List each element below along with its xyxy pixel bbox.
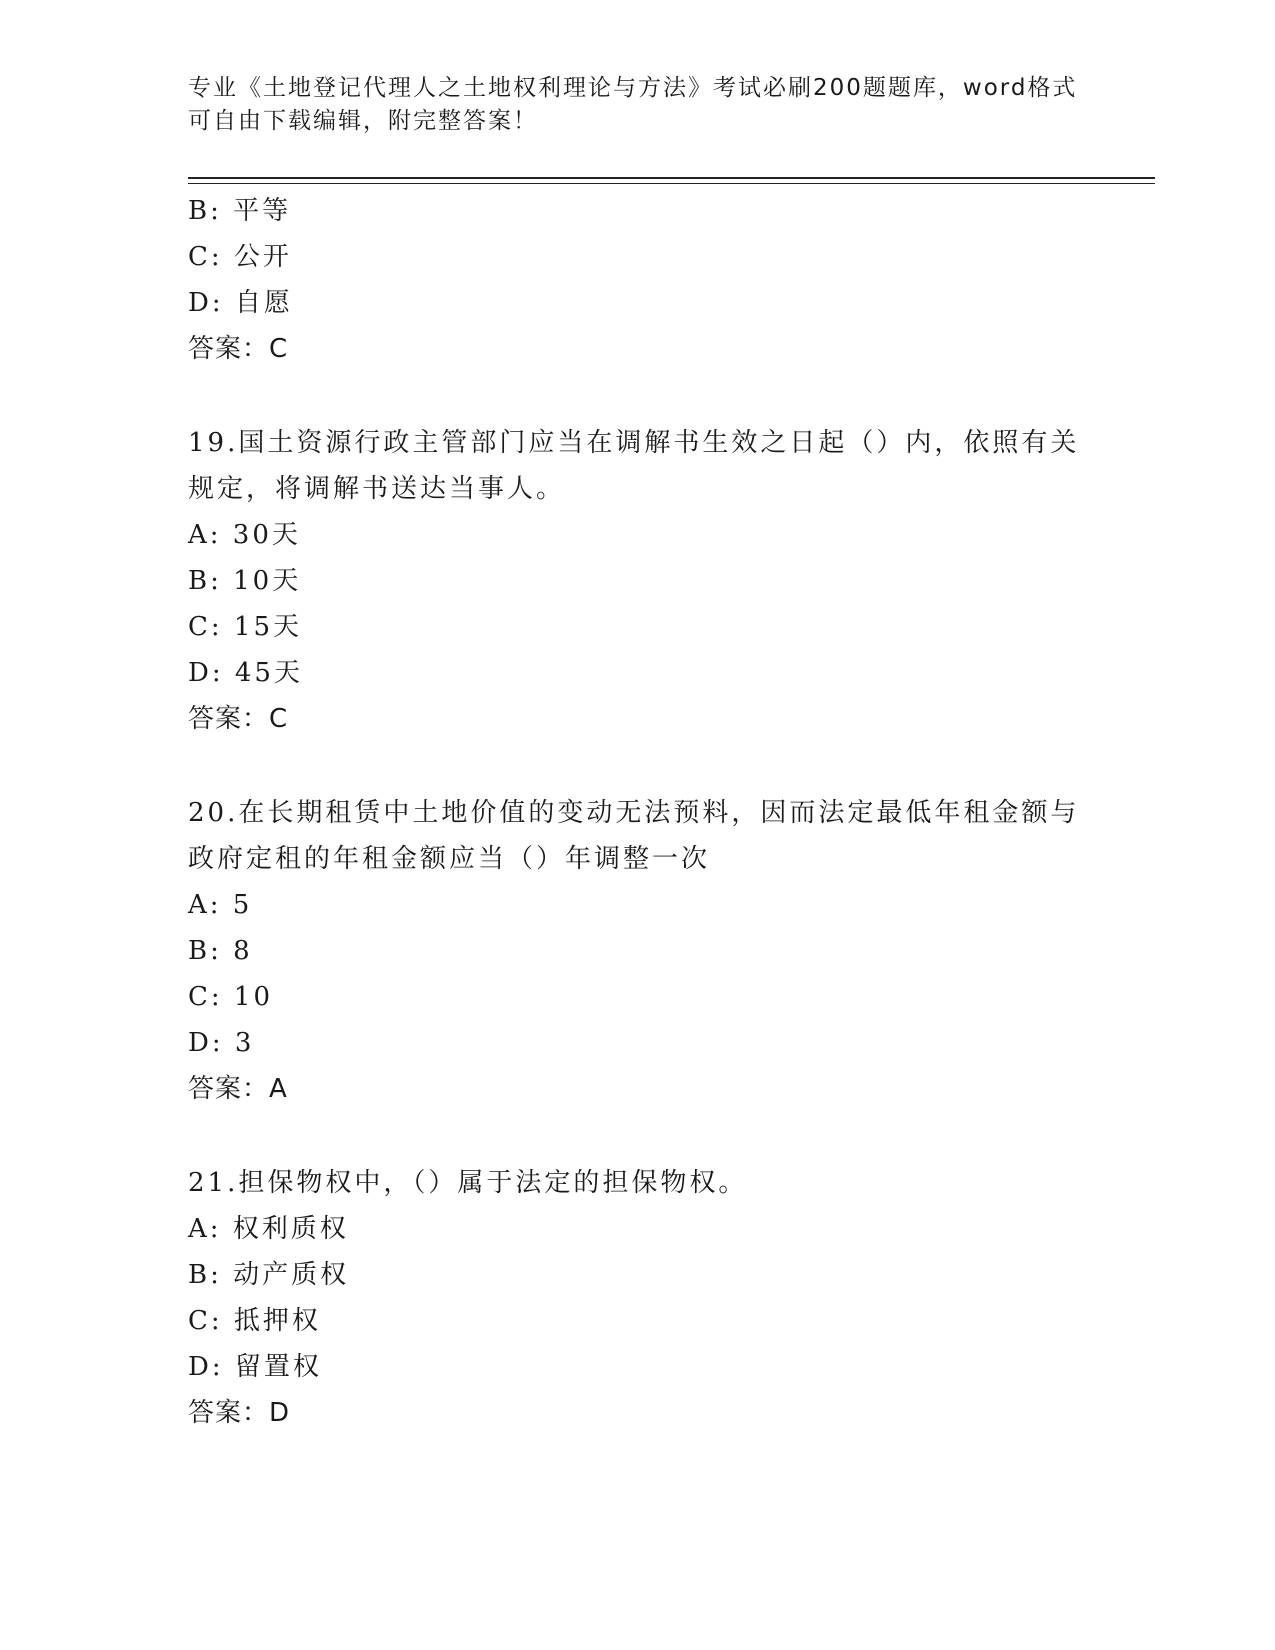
question-text-line-2: 规定，将调解书送达当事人。 xyxy=(188,474,566,504)
option-a: A: 30天 xyxy=(188,520,301,550)
question-20 xyxy=(188,790,1088,1112)
option-b: B: 10天 xyxy=(188,566,302,596)
option-d: D: 留置权 xyxy=(188,1352,322,1382)
question-list xyxy=(188,188,1088,1436)
option-c: C: 15天 xyxy=(188,612,303,642)
option-a: A: 5 xyxy=(188,890,253,920)
option-c: C: 10 xyxy=(188,982,274,1012)
question-text-line-1: 20.在长期租赁中土地价值的变动无法预料，因而法定最低年租金额与 xyxy=(188,798,1080,828)
question-text-line-2: 政府定租的年租金额应当（）年调整一次 xyxy=(188,844,711,874)
option-b: B: 平等 xyxy=(188,196,292,226)
answer: 答案：C xyxy=(188,334,289,364)
option-d: D: 3 xyxy=(188,1028,255,1058)
question-18-continued xyxy=(188,188,1088,372)
option-b: B: 8 xyxy=(188,936,253,966)
option-a: A: 权利质权 xyxy=(188,1214,349,1244)
option-c: C: 抵押权 xyxy=(188,1306,321,1336)
option-d: D: 自愿 xyxy=(188,288,293,318)
header-divider-thick xyxy=(188,177,1155,179)
option-c: C: 公开 xyxy=(188,242,292,272)
option-d: D: 45天 xyxy=(188,658,303,688)
question-text-line-1: 21.担保物权中，（）属于法定的担保物权。 xyxy=(188,1168,748,1198)
question-19 xyxy=(188,420,1088,742)
header-divider-thin xyxy=(188,183,1155,184)
question-21 xyxy=(188,1160,1088,1436)
option-b: B: 动产质权 xyxy=(188,1260,350,1290)
header-title-line-2: 可自由下载编辑，附完整答案！ xyxy=(188,108,538,134)
header-title-line-1: 专业《土地登记代理人之土地权利理论与方法》考试必刷200题题库，word格式 xyxy=(188,75,1078,101)
question-text-line-1: 19.国土资源行政主管部门应当在调解书生效之日起（）内，依照有关 xyxy=(188,428,1080,458)
page-header xyxy=(188,72,1088,138)
answer: 答案：C xyxy=(188,704,289,734)
answer: 答案：D xyxy=(188,1398,291,1428)
answer: 答案：A xyxy=(188,1074,288,1104)
